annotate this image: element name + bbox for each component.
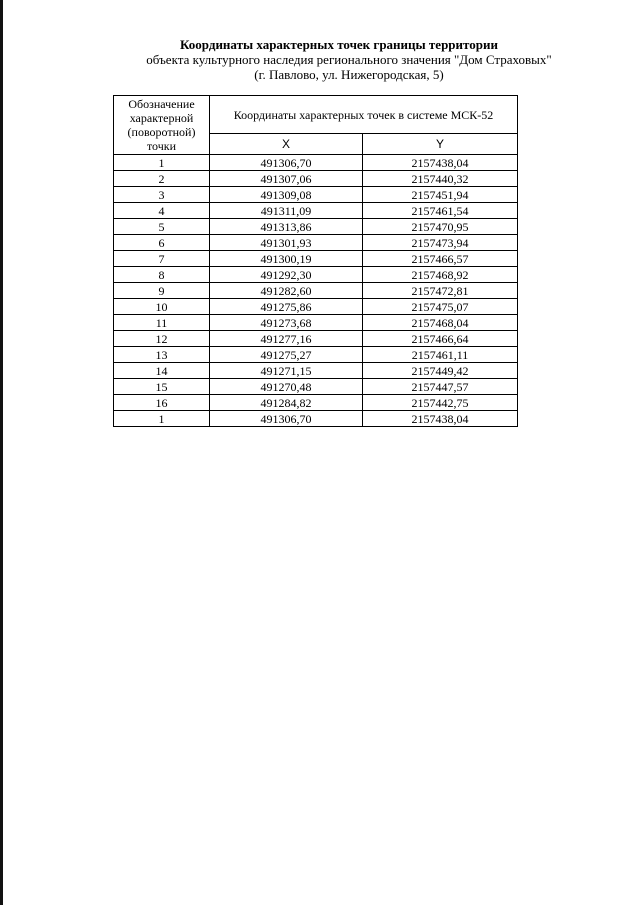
- point-cell: 16: [114, 395, 210, 411]
- x-cell: 491271,15: [210, 363, 363, 379]
- x-cell: 491301,93: [210, 235, 363, 251]
- y-cell: 2157461,11: [363, 347, 518, 363]
- scan-left-edge: [0, 0, 3, 905]
- table-row: [114, 155, 518, 171]
- x-cell: 491306,70: [210, 155, 363, 171]
- document-subtitle: объекта культурного наследия регионального значения "Дом Страховых": [146, 52, 552, 67]
- point-cell: 5: [114, 219, 210, 235]
- table-row: [114, 203, 518, 219]
- table-row: [114, 171, 518, 187]
- y-cell: 2157438,04: [363, 411, 518, 427]
- x-cell: 491313,86: [210, 219, 363, 235]
- coordinate-system-header: Координаты характерных точек в системе МСК-52: [210, 96, 518, 134]
- y-cell: 2157438,04: [363, 155, 518, 171]
- table-row: [114, 379, 518, 395]
- table-row: [114, 315, 518, 331]
- table-header-row: [114, 96, 518, 134]
- coordinates-table: [113, 95, 518, 427]
- y-cell: 2157475,07: [363, 299, 518, 315]
- point-column-header: Обозначение характерной (поворотной) точки: [114, 96, 210, 155]
- document-header: [0, 37, 640, 82]
- x-cell: 491277,16: [210, 331, 363, 347]
- y-cell: 2157470,95: [363, 219, 518, 235]
- y-cell: 2157466,57: [363, 251, 518, 267]
- table-body: [114, 155, 518, 427]
- y-cell: 2157461,54: [363, 203, 518, 219]
- table-row: [114, 331, 518, 347]
- y-cell: 2157473,94: [363, 235, 518, 251]
- point-cell: 8: [114, 267, 210, 283]
- y-cell: 2157440,32: [363, 171, 518, 187]
- point-cell: 9: [114, 283, 210, 299]
- x-cell: 491282,60: [210, 283, 363, 299]
- table-row: [114, 283, 518, 299]
- x-cell: 491275,86: [210, 299, 363, 315]
- point-cell: 1: [114, 155, 210, 171]
- x-cell: 491270,48: [210, 379, 363, 395]
- x-cell: 491309,08: [210, 187, 363, 203]
- y-cell: 2157451,94: [363, 187, 518, 203]
- table-row: [114, 251, 518, 267]
- y-cell: 2157447,57: [363, 379, 518, 395]
- x-cell: 491300,19: [210, 251, 363, 267]
- point-cell: 10: [114, 299, 210, 315]
- table-row: [114, 235, 518, 251]
- table-row: [114, 363, 518, 379]
- x-cell: 491292,30: [210, 267, 363, 283]
- table-row: [114, 347, 518, 363]
- y-column-header: Y: [363, 134, 518, 155]
- x-cell: 491275,27: [210, 347, 363, 363]
- document-title: Координаты характерных точек границы территории: [180, 37, 498, 52]
- y-cell: 2157468,04: [363, 315, 518, 331]
- x-cell: 491284,82: [210, 395, 363, 411]
- table-row: [114, 267, 518, 283]
- point-cell: 6: [114, 235, 210, 251]
- point-cell: 7: [114, 251, 210, 267]
- point-cell: 4: [114, 203, 210, 219]
- y-cell: 2157466,64: [363, 331, 518, 347]
- table-row: [114, 187, 518, 203]
- x-cell: 491273,68: [210, 315, 363, 331]
- y-cell: 2157449,42: [363, 363, 518, 379]
- point-cell: 3: [114, 187, 210, 203]
- table-row: [114, 395, 518, 411]
- x-column-header: X: [210, 134, 363, 155]
- table-row: [114, 411, 518, 427]
- x-cell: 491306,70: [210, 411, 363, 427]
- point-cell: 14: [114, 363, 210, 379]
- y-cell: 2157468,92: [363, 267, 518, 283]
- table-row: [114, 299, 518, 315]
- table-row: [114, 219, 518, 235]
- point-cell: 15: [114, 379, 210, 395]
- x-cell: 491307,06: [210, 171, 363, 187]
- point-cell: 2: [114, 171, 210, 187]
- y-cell: 2157472,81: [363, 283, 518, 299]
- point-cell: 12: [114, 331, 210, 347]
- point-cell: 13: [114, 347, 210, 363]
- x-cell: 491311,09: [210, 203, 363, 219]
- point-cell: 1: [114, 411, 210, 427]
- y-cell: 2157442,75: [363, 395, 518, 411]
- document-address: (г. Павлово, ул. Нижегородская, 5): [254, 67, 444, 82]
- point-cell: 11: [114, 315, 210, 331]
